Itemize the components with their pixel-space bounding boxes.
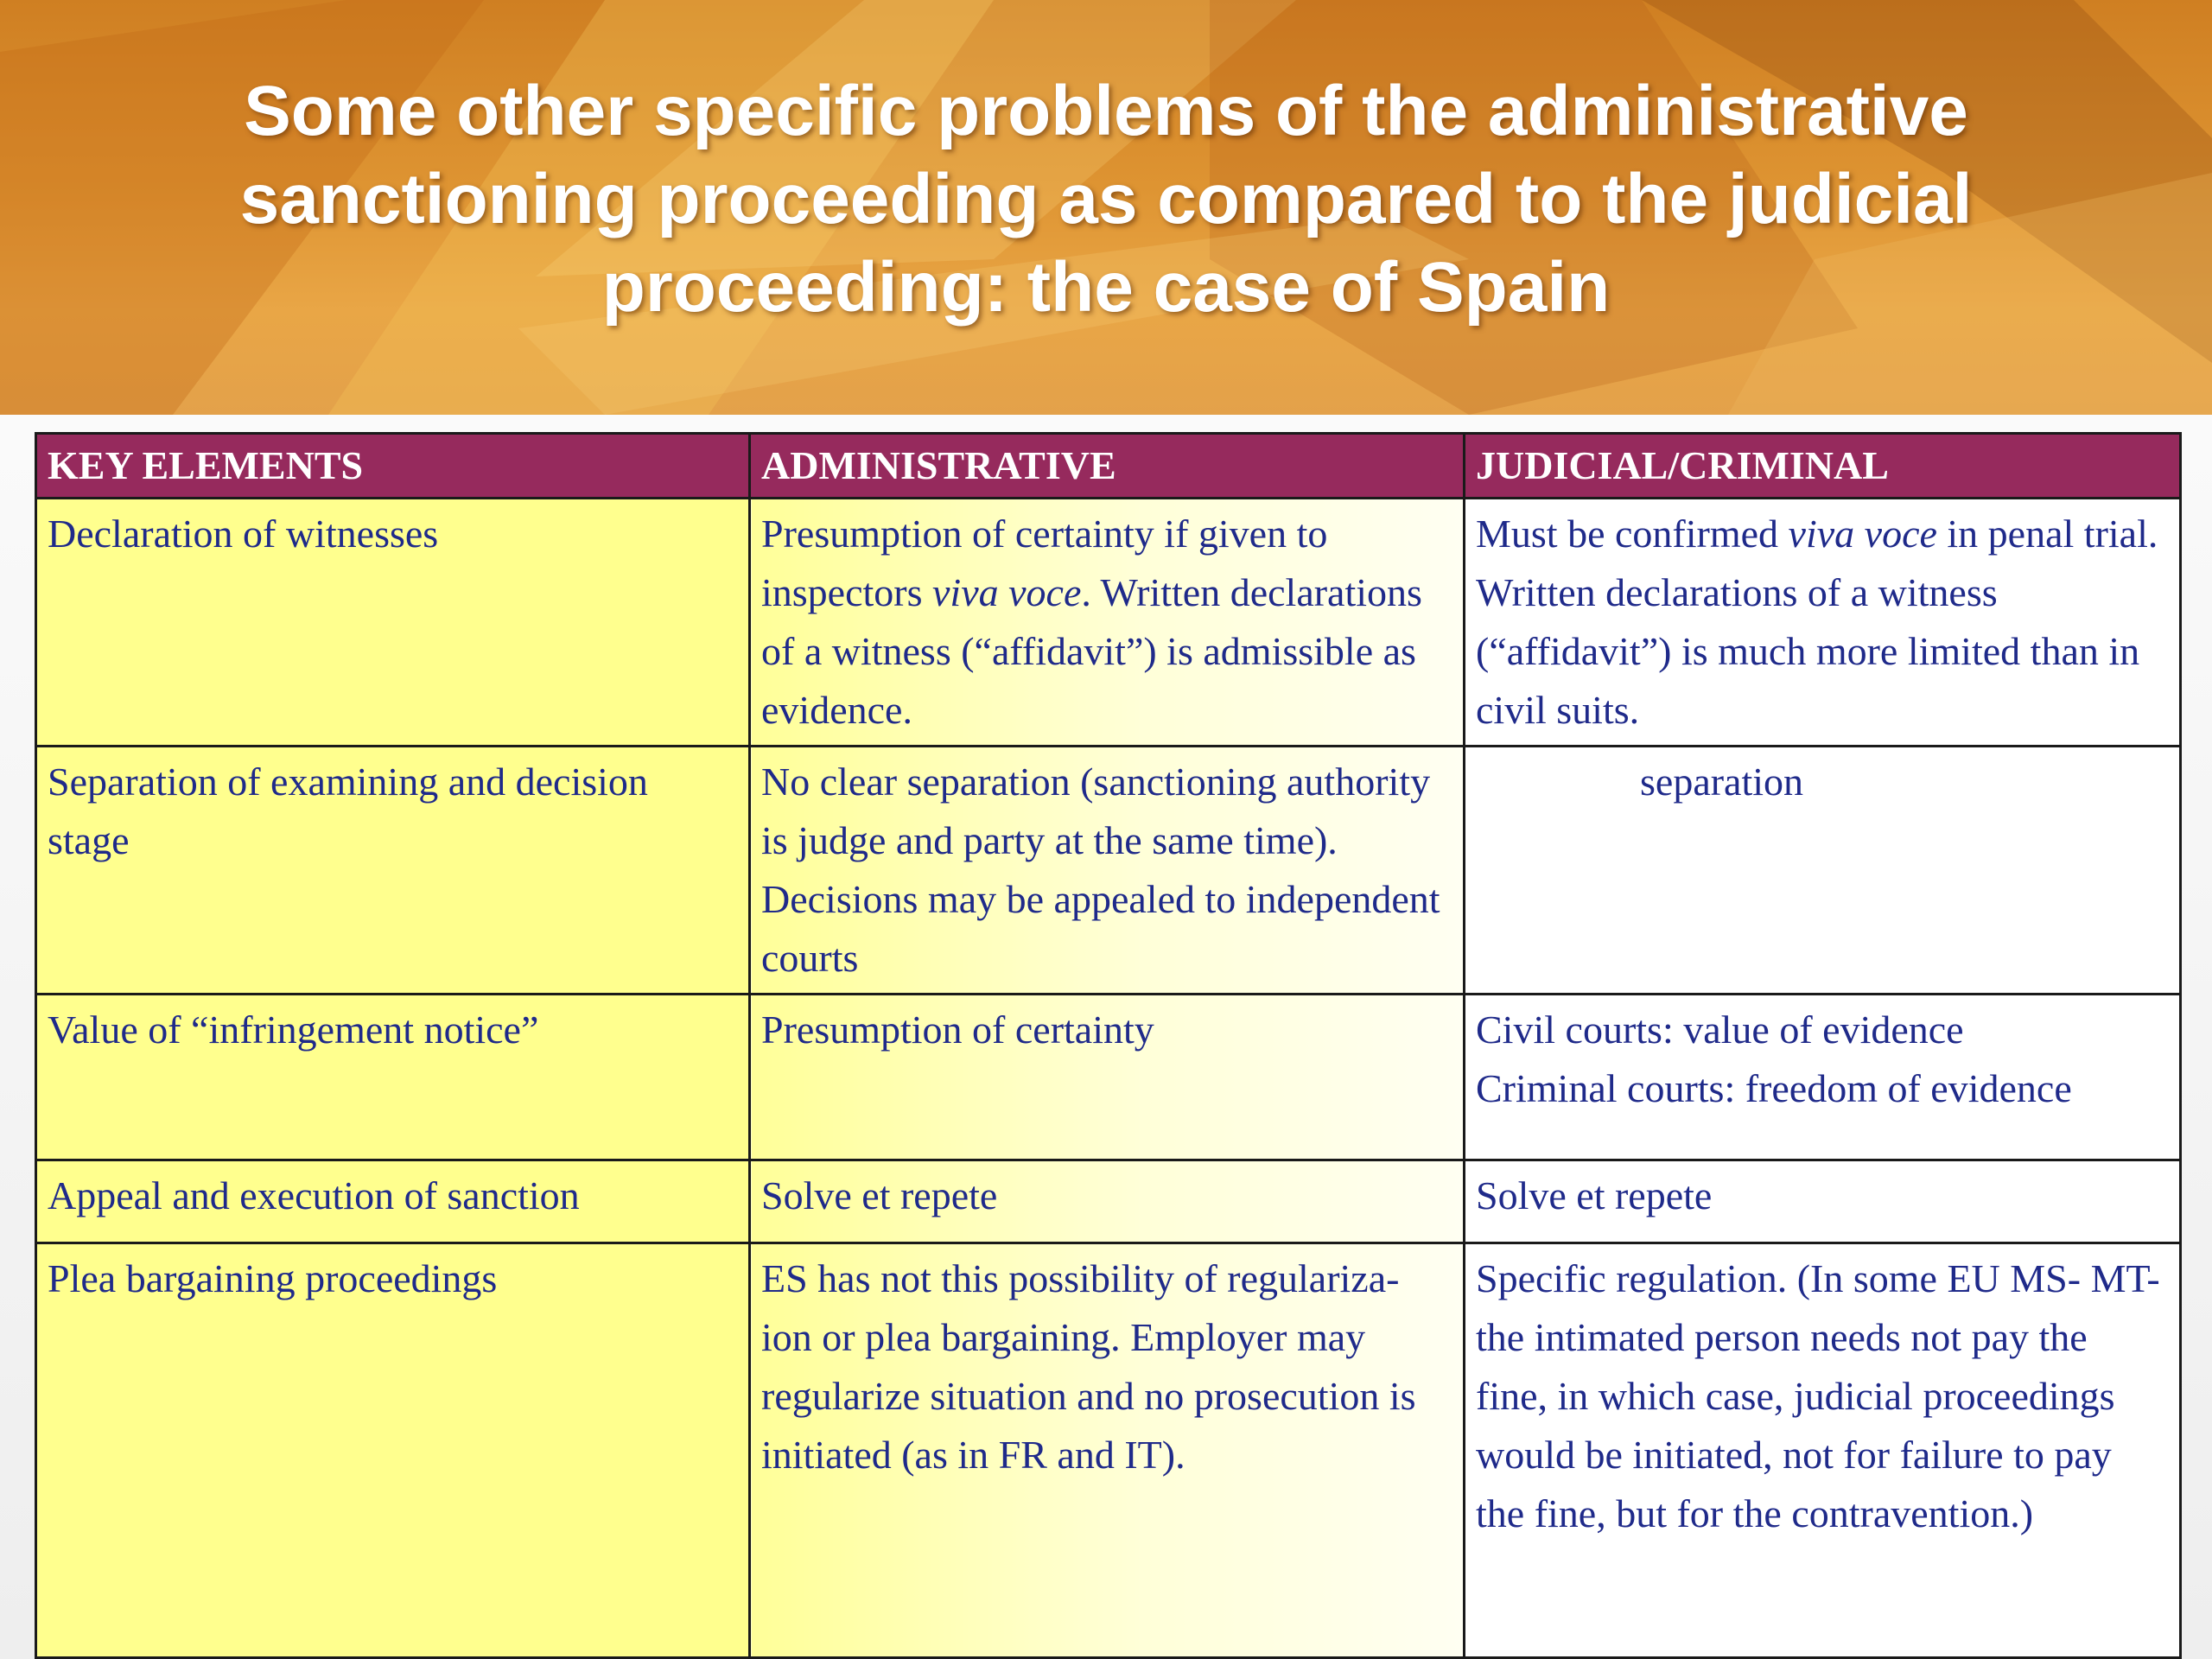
- table-row: [36, 499, 2181, 747]
- slide-title: [104, 67, 2108, 332]
- judicial-cell: Specific regulation. (In some EU MS- MT- the intimated person needs not pay the fine, in which case, judicial proceedings would be initiated, not for failure to pay the fine, but for the contravention.): [1465, 1243, 2181, 1658]
- italic-text-run: viva voce: [932, 570, 1082, 614]
- title-line: sanctioning proceeding as compared to the judicial: [239, 160, 1973, 238]
- table-row: [36, 1160, 2181, 1243]
- text-run: . Written declarations of a witness (“affidavit”) is admissible as evidence.: [761, 570, 1422, 732]
- key-element-cell: Appeal and execution of sanction: [36, 1160, 750, 1243]
- administrative-cell: Presumption of certainty: [750, 995, 1465, 1160]
- text-run: in penal trial. Written declarations of a witness (“affidavit”) is much more limited than in civil suits.: [1476, 512, 2158, 732]
- header-administrative: ADMINISTRATIVE: [750, 434, 1465, 499]
- text-line: Criminal courts: freedom of evidence: [1476, 1066, 2072, 1110]
- administrative-cell: [750, 499, 1465, 747]
- title-banner: [0, 0, 2212, 415]
- italic-text-run: viva voce: [1788, 512, 1937, 556]
- administrative-cell: ES has not this possibility of regulariza- ion or plea bargaining. Employer may regularize situation and no prosecution is initiated (as in FR and IT).: [750, 1243, 1465, 1658]
- title-line: Some other specific problems of the administrative: [244, 72, 1968, 150]
- text-run: Presumption of certainty if given to inspectors: [761, 512, 1328, 614]
- table-row: [36, 747, 2181, 995]
- text-line: Civil courts: value of evidence: [1476, 1007, 1964, 1052]
- judicial-cell: [1465, 747, 2181, 995]
- table-header-row: [36, 434, 2181, 499]
- judicial-cell: [1465, 499, 2181, 747]
- header-judicial-criminal: JUDICIAL/CRIMINAL: [1465, 434, 2181, 499]
- table-row: [36, 1243, 2181, 1658]
- administrative-cell: Solve et repete: [750, 1160, 1465, 1243]
- key-element-cell: Separation of examining and decision stage: [36, 747, 750, 995]
- header-key-elements: KEY ELEMENTS: [36, 434, 750, 499]
- title-line: proceeding: the case of Spain: [601, 248, 1611, 327]
- text-run: Must be confirmed: [1476, 512, 1789, 556]
- table-row: [36, 995, 2181, 1160]
- key-element-cell: Value of “infringement notice”: [36, 995, 750, 1160]
- judicial-cell: [1465, 995, 2181, 1160]
- comparison-table: [35, 432, 2182, 1659]
- administrative-cell: No clear separation (sanctioning authority is judge and party at the same time). Decisions may be appealed to independent courts: [750, 747, 1465, 995]
- key-element-cell: Plea bargaining proceedings: [36, 1243, 750, 1658]
- text-run: separation: [1640, 760, 1804, 804]
- judicial-cell: Solve et repete: [1465, 1160, 2181, 1243]
- key-element-cell: Declaration of witnesses: [36, 499, 750, 747]
